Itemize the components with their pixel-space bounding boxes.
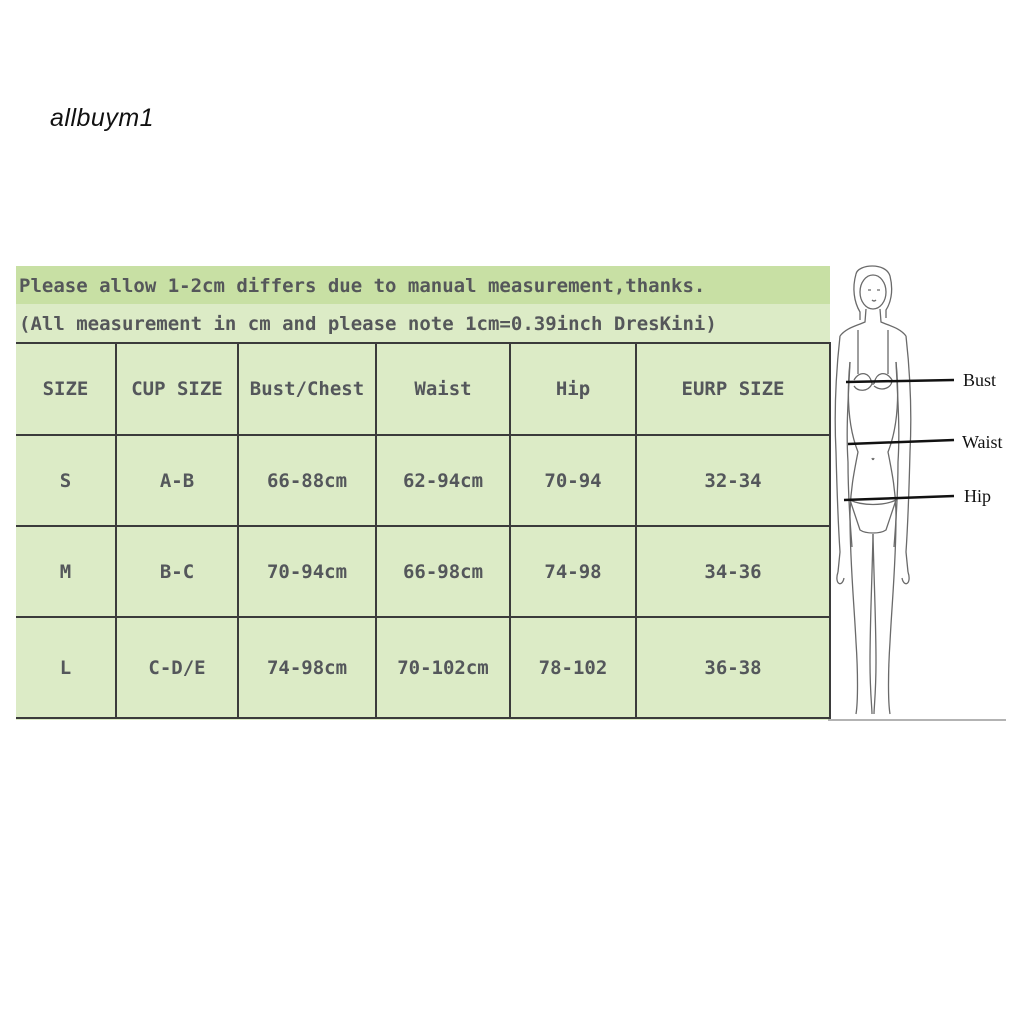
table-row <box>16 617 830 718</box>
cell-hip: 70-94 <box>510 435 636 526</box>
table-row <box>16 526 830 617</box>
body-outline <box>835 266 911 714</box>
cell-eurp-size: 36-38 <box>636 617 830 718</box>
table-row <box>16 435 830 526</box>
cell-eurp-size: 32-34 <box>636 435 830 526</box>
header-eurp-size: EURP SIZE <box>636 343 830 435</box>
size-chart <box>16 266 830 720</box>
cell-bust: 74-98cm <box>238 617 376 718</box>
cell-bust: 70-94cm <box>238 526 376 617</box>
cell-eurp-size: 34-36 <box>636 526 830 617</box>
header-cup-size: CUP SIZE <box>116 343 238 435</box>
cell-waist: 66-98cm <box>376 526 510 617</box>
header-waist: Waist <box>376 343 510 435</box>
cell-bust: 66-88cm <box>238 435 376 526</box>
measurement-note: Please allow 1-2cm differs due to manual measurement,thanks. <box>16 266 830 304</box>
header-bust: Bust/Chest <box>238 343 376 435</box>
header-size: SIZE <box>16 343 116 435</box>
cell-hip: 74-98 <box>510 526 636 617</box>
cell-size: M <box>16 526 116 617</box>
body-measurement-figure <box>828 262 1018 724</box>
cell-waist: 62-94cm <box>376 435 510 526</box>
hip-measure-line <box>844 496 954 500</box>
unit-note: (All measurement in cm and please note 1cm=0.39inch DresKini) <box>16 304 830 342</box>
cell-size: S <box>16 435 116 526</box>
cell-waist: 70-102cm <box>376 617 510 718</box>
watermark-text: allbuym1 <box>50 104 155 132</box>
table-header-row <box>16 343 830 435</box>
waist-measure-line <box>848 440 954 444</box>
size-table <box>16 342 831 719</box>
hip-label: Hip <box>964 486 991 506</box>
header-hip: Hip <box>510 343 636 435</box>
bust-measure-line <box>846 380 954 382</box>
body-outline-drawing <box>828 262 1018 724</box>
cell-size: L <box>16 617 116 718</box>
cell-hip: 78-102 <box>510 617 636 718</box>
bust-label: Bust <box>963 370 997 390</box>
waist-label: Waist <box>962 432 1003 452</box>
cell-cup-size: A-B <box>116 435 238 526</box>
cell-cup-size: C-D/E <box>116 617 238 718</box>
cell-cup-size: B-C <box>116 526 238 617</box>
